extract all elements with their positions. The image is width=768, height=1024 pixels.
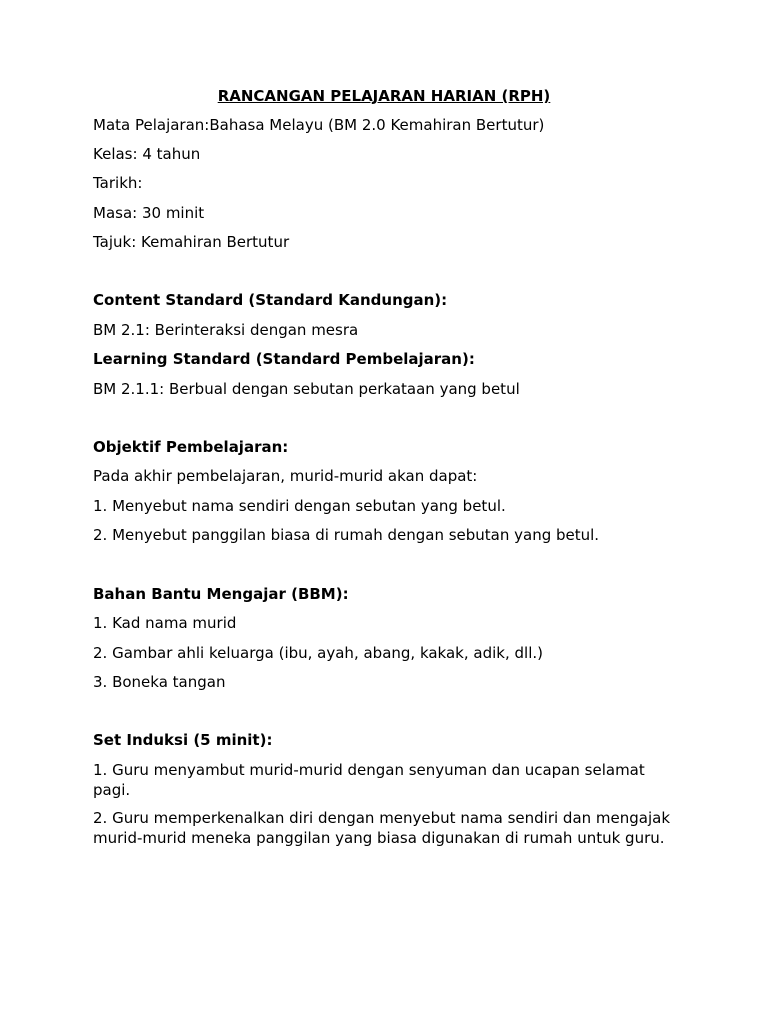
document-title: RANCANGAN PELAJARAN HARIAN (RPH) [217, 87, 551, 105]
objectives-intro: Pada akhir pembelajaran, murid-murid akan dapat: [93, 467, 478, 485]
learning-standard-text: BM 2.1.1: Berbual dengan sebutan perkataan yang betul [93, 380, 520, 398]
subject-line: Mata Pelajaran:Bahasa Melayu (BM 2.0 Kemahiran Bertutur) [93, 116, 545, 134]
teaching-aids-heading: Bahan Bantu Mengajar (BBM): [93, 585, 349, 603]
objective-item: 1. Menyebut nama sendiri dengan sebutan yang betul. [93, 497, 506, 515]
teaching-aid-item: 2. Gambar ahli keluarga (ibu, ayah, abang, kakak, adik, dll.) [93, 644, 543, 662]
objectives-heading: Objektif Pembelajaran: [93, 438, 289, 456]
date-line: Tarikh: [93, 174, 143, 192]
teaching-aid-item: 3. Boneka tangan [93, 673, 226, 691]
topic-line: Tajuk: Kemahiran Bertutur [93, 233, 290, 251]
induction-heading: Set Induksi (5 minit): [93, 731, 273, 749]
duration-line: Masa: 30 minit [93, 204, 205, 222]
induction-item: 1. Guru menyambut murid-murid dengan senyuman dan ucapan selamat pagi. [93, 761, 645, 799]
content-standard-heading: Content Standard (Standard Kandungan): [93, 291, 448, 309]
class-line: Kelas: 4 tahun [93, 145, 201, 163]
content-standard-text: BM 2.1: Berinteraksi dengan mesra [93, 321, 359, 339]
teaching-aid-item: 1. Kad nama murid [93, 614, 237, 632]
objective-item: 2. Menyebut panggilan biasa di rumah dengan sebutan yang betul. [93, 526, 600, 544]
learning-standard-heading: Learning Standard (Standard Pembelajaran): [93, 350, 475, 368]
induction-item: 2. Guru memperkenalkan diri dengan menyebut nama sendiri dan mengajak murid-murid meneka panggilan yang biasa digunakan di rumah untuk guru. [93, 809, 671, 847]
